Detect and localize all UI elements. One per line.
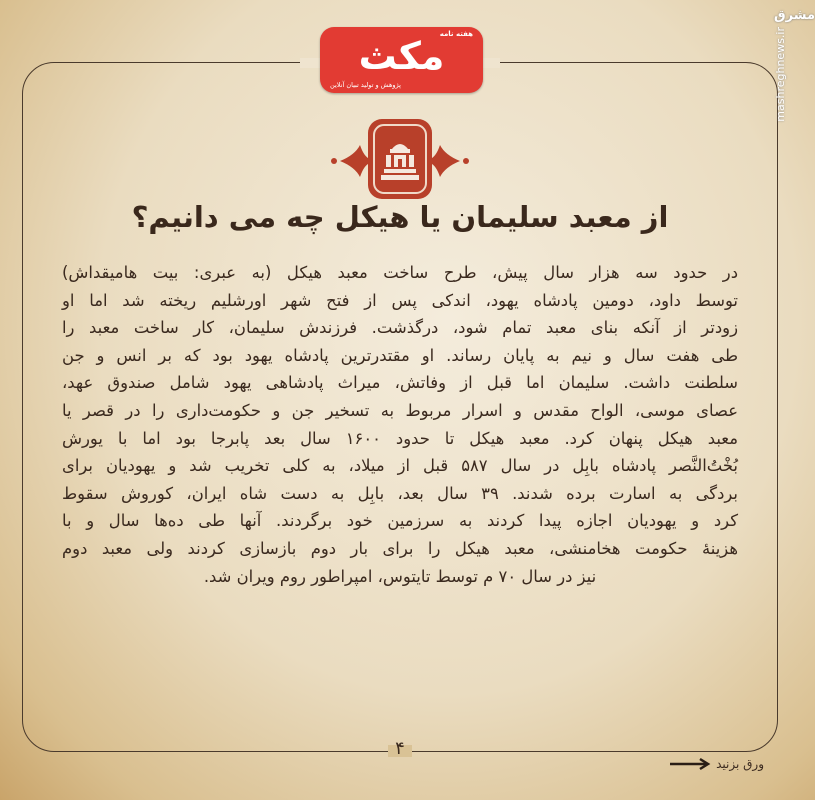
makth-logo xyxy=(320,27,483,93)
arrow-right-icon xyxy=(670,758,710,770)
logo-name: مکث xyxy=(358,34,445,78)
body-line: سلطنت داشت. سلیمان اما قبل از وفاتش، میراث پادشاهی یهود شامل صندوق عهد، xyxy=(62,373,738,393)
body-line: توسط داود، دومین پادشاه یهود، اندکی پس از فتح شهر اورشلیم ریخته شد اما او xyxy=(62,290,738,310)
logo-tag-top: هفته نامه xyxy=(439,30,473,38)
body-line: کرد و یهودیان اجازه پیدا کردند به سرزمین خود برگردند. آنها طی ده‌ها سال و با xyxy=(62,511,738,531)
body-line: نیز در سال ۷۰ م توسط تایتوس، امپراطور روم ویران شد. xyxy=(203,566,597,586)
body-line: بردگی به اسارت برده شدند. ۳۹ سال بعد، بابِل به دست شاه ایران، کوروش سقوط xyxy=(62,483,738,503)
article-body xyxy=(62,259,738,590)
body-line: در حدود سه هزار سال پیش، طرح ساخت معبد هیکل (به عبری: بیت هامیقداش) xyxy=(62,263,738,282)
body-line: طی هفت سال و نیم به پایان رساند. او مقتدرترین پادشاه یهود بود که بر انس و جن xyxy=(62,345,738,365)
logo-tag-bottom: پژوهش و تولید تبیان آنلاین xyxy=(330,81,401,89)
watermark-logo: مشرق xyxy=(774,8,815,23)
watermark-url: mashreghnews.ir xyxy=(774,27,787,122)
body-line: زودتر از آنکه بنای معبد تمام شود، درگذشت. فرزندش سلیمان، کار ساخت معبد را xyxy=(62,318,738,338)
temple-icon xyxy=(330,115,470,205)
watermark xyxy=(774,8,815,122)
page-number: ۴ xyxy=(395,738,405,759)
body-line: عصای موسی، الواح مقدس و اسرار مربوط به تسخیر جن و حکومت‌داری را در قصر یا xyxy=(62,400,738,420)
body-line: هزینهٔ حکومت هخامنشی، معبد هیکل را برای بار دوم بازسازی کردند ولی معبد دوم xyxy=(62,538,738,558)
body-line: بُخْتُ‌النَّصر پادشاه بابِل در سال ۵۸۷ قبل از میلاد، به کلی تخریب شد و یهودیان برای xyxy=(62,456,738,476)
next-page-button[interactable] xyxy=(670,757,764,771)
page-title: از معبد سلیمان یا هیکل چه می دانیم؟ xyxy=(131,200,669,234)
body-line: معبد هیکل پنهان کرد. معبد هیکل تا حدود ۱۶۰۰ سال بعد پابرجا بود اما با یورش xyxy=(62,428,738,448)
next-page-label: ورق بزنید xyxy=(716,757,764,771)
